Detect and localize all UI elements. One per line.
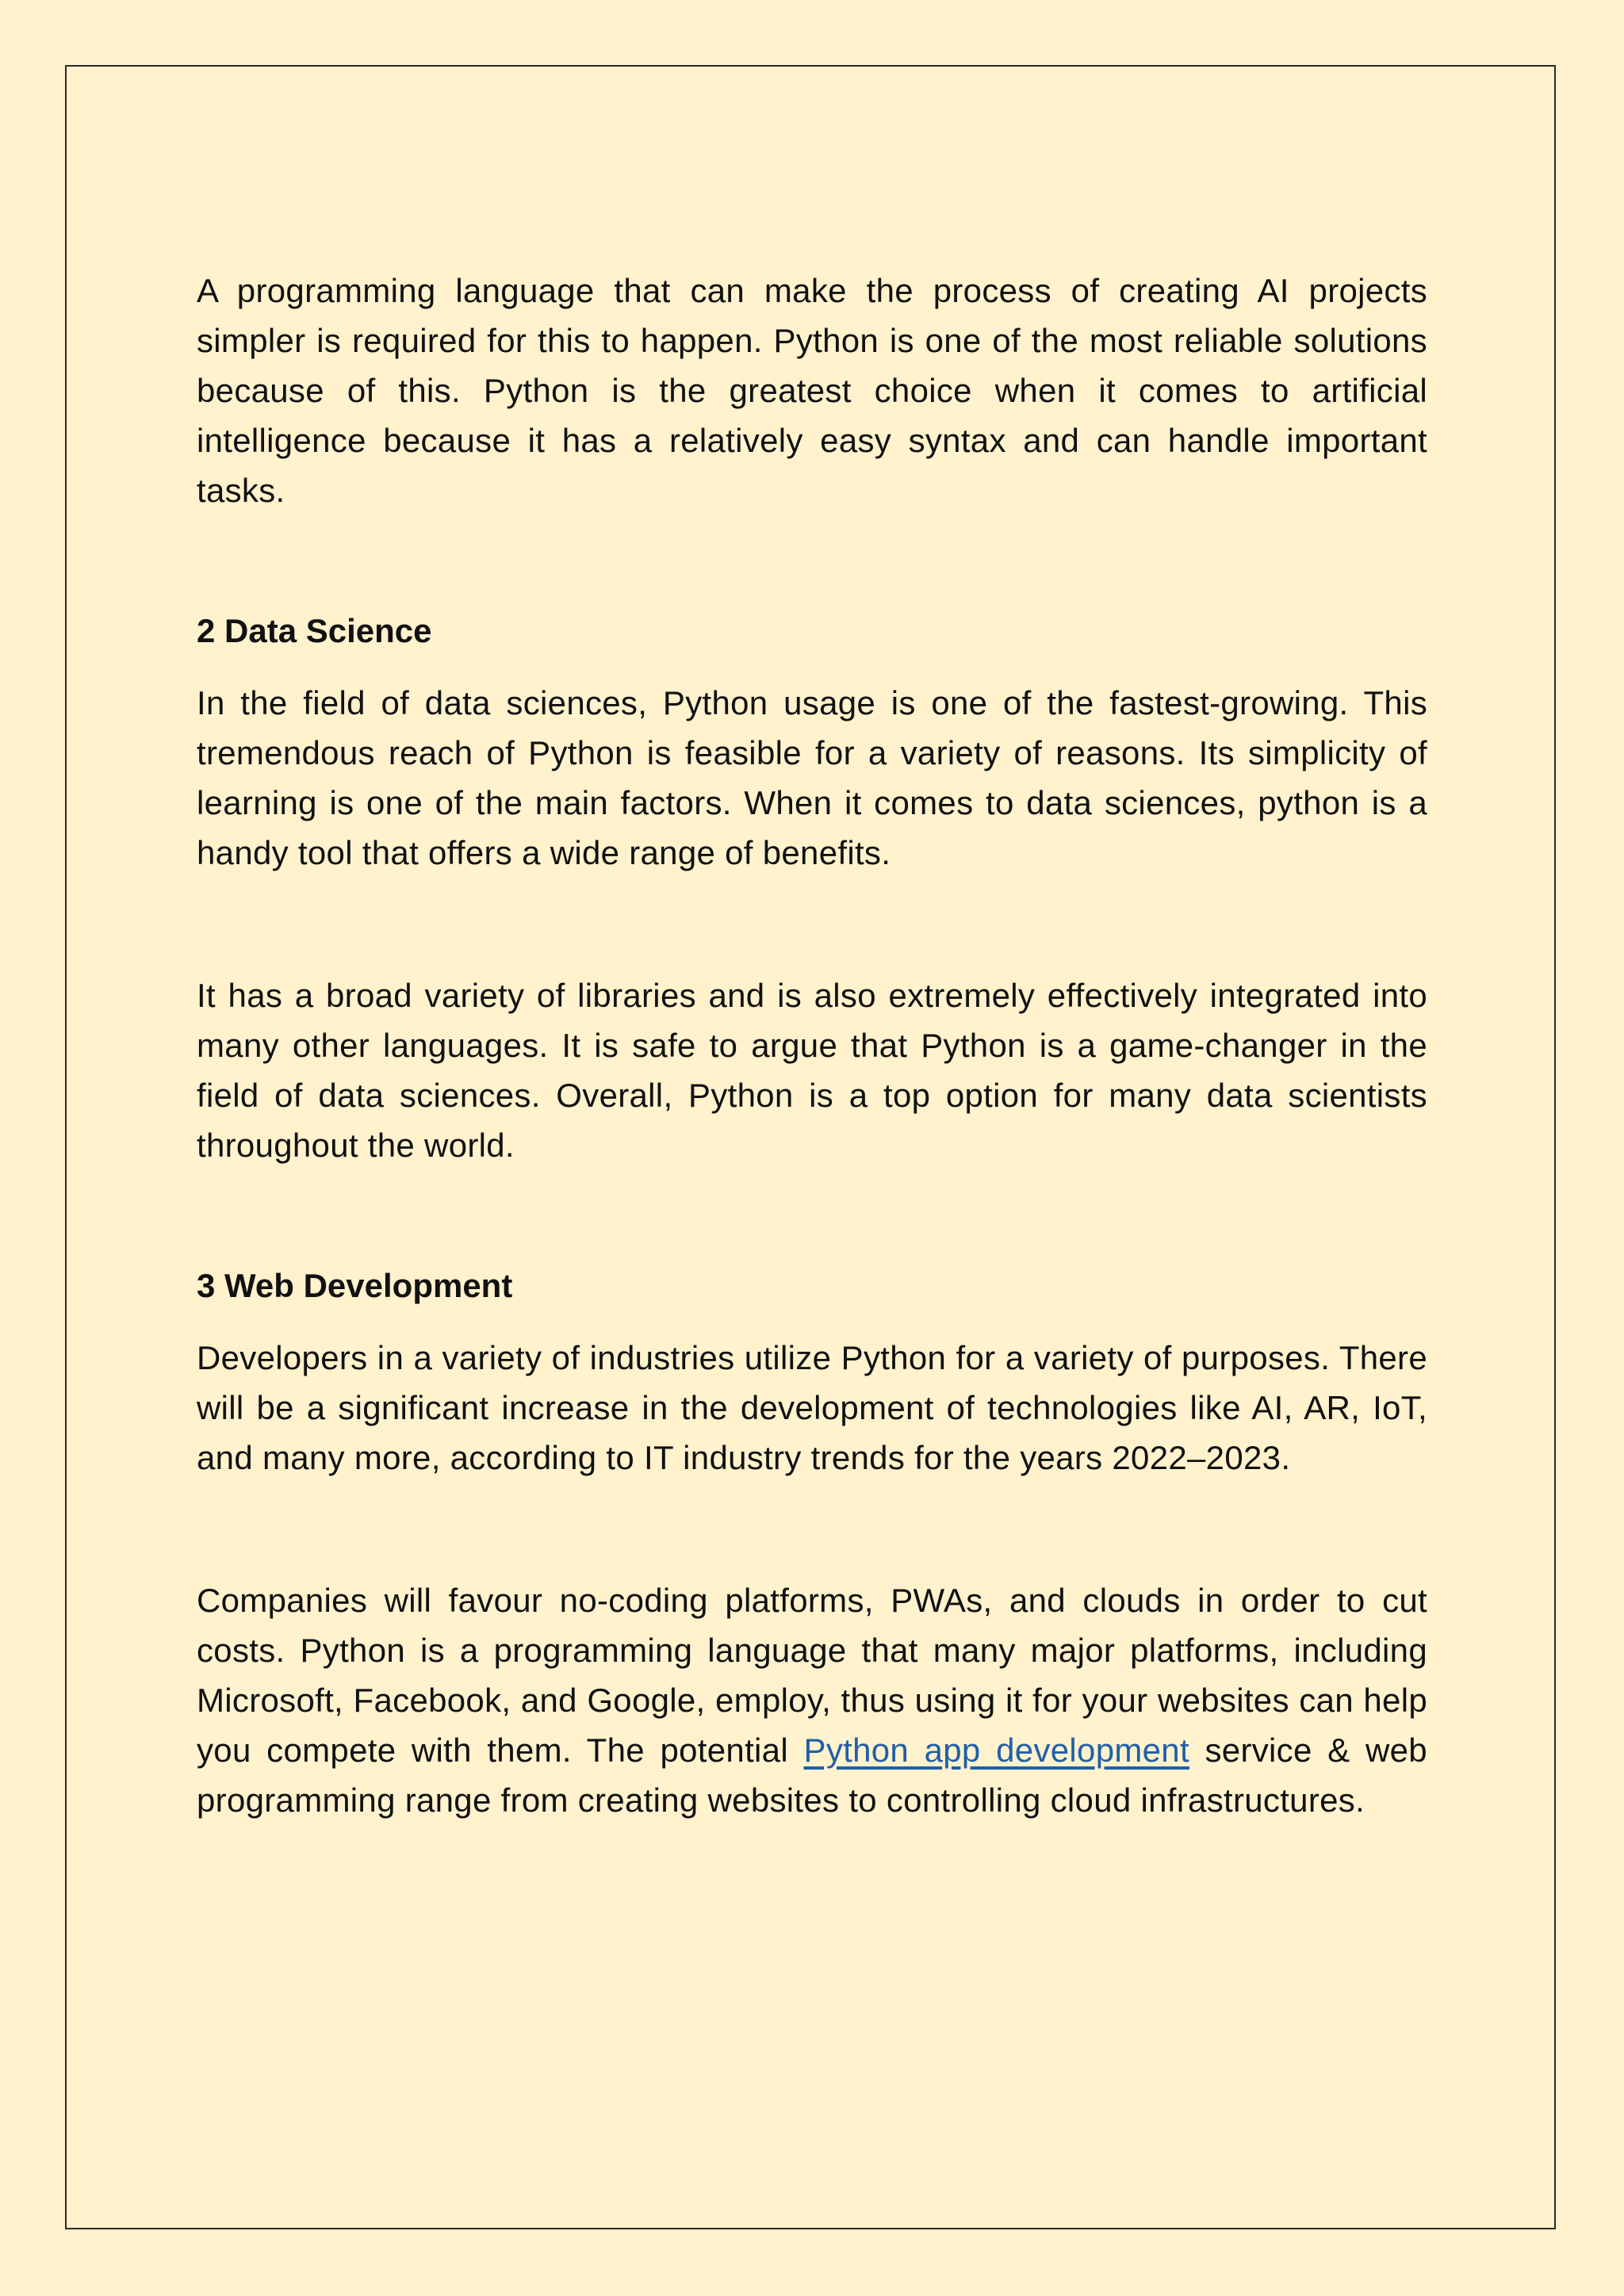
data-science-paragraph-1: In the field of data sciences, Python usage is one of the fastest-growing. This tremendous reach of Python is feasible for a variety of reasons. Its simplicity of learning is one of the main factors. When it comes to data sciences, python is a handy tool that offers a wide range of benefits. [197, 684, 1427, 871]
python-app-development-link[interactable]: Python app development [803, 1732, 1189, 1769]
web-development-heading: 3 Web Development [197, 1267, 513, 1304]
intro-paragraph: A programming language that can make the process of creating AI projects simpler is required for this to happen. Python is one of the most reliable solutions because of this. Python is the greatest choice when it comes to artificial intelligence because it has a relatively easy syntax and can handle important tasks. [197, 272, 1427, 509]
web-development-paragraph-2 [197, 1575, 1427, 1825]
data-science-paragraph-2: It has a broad variety of libraries and is also extremely effectively integrated into many other languages. It is safe to argue that Python is a game-changer in the field of data sciences. Overall, Python is a top option for many data scientists throughout the world. [197, 977, 1427, 1164]
web-development-paragraph-2-lead: Companies will favour no-coding platforms, PWAs, and clouds in order to cut costs. Python is a programming language that many major platforms, including Microsoft, Facebook, and Google, employ, thus using it for your websites can help you compete with them. The potential [197, 1582, 1427, 1769]
data-science-heading: 2 Data Science [197, 612, 432, 649]
web-development-paragraph-1: Developers in a variety of industries utilize Python for a variety of purposes. There will be a significant increase in the development of technologies like AI, AR, IoT, and many more, according to IT industry trends for the years 2022–2023. [197, 1339, 1427, 1476]
web-development-paragraph-2-tail: service & web programming range from creating websites to controlling cloud infrastructures. [197, 1732, 1427, 1819]
document-body [197, 266, 1427, 1825]
